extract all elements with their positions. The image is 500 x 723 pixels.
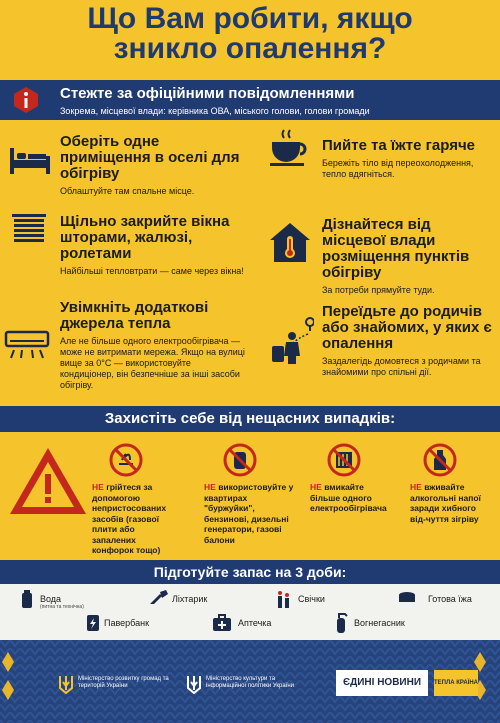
title-line-2: зникло опалення? (113, 32, 387, 65)
no-word: НЕ (410, 482, 422, 492)
safety-text: вмикайте більше одного електрообігрівача (310, 482, 387, 513)
tip-subtext: Бережіть тіло від переохолодження, тепло вдягніться. (322, 158, 474, 179)
tip-subtext: Але не більше одного електрообігрівача — може не витримати мережа. Якщо на вулиці вище за 0°С — використовуйте кондиціонер, він безпечніше за інші засоби обігріву. (60, 336, 245, 390)
page-title (0, 4, 500, 64)
badge-text: ТЕПЛА КРАЇНА (434, 680, 478, 686)
powerbank-icon (86, 614, 100, 632)
no-word: НЕ (204, 482, 216, 492)
tip-close-windows (60, 214, 245, 277)
supply-item (172, 594, 207, 604)
tip-subtext: Облаштуйте там спальне місце. (60, 186, 195, 196)
no-alcohol-icon (422, 442, 458, 478)
tip-heading: Щільно закрийте вікна шторами, жалюзі, ролетами (60, 213, 230, 262)
supplies-title: Підготуйте запас на 3 доби: (153, 564, 347, 580)
banner-title: Стежте за офіційними повідомленнями (60, 85, 355, 102)
no-gas-canister-icon (222, 442, 258, 478)
banner-subtitle: Зокрема, місцевої влади: керівника ОВА, міського голови, голови громади (60, 106, 370, 116)
safety-item (310, 482, 390, 514)
tip-heat-sources (60, 300, 245, 391)
title-line-1: Що Вам робити, якщо (87, 2, 413, 35)
tip-heading: Увімкніть додаткові джерела тепла (60, 299, 209, 332)
hot-cup-icon (268, 128, 312, 168)
tip-heading: Дізнайтеся від місцевої влади розміщення пунктів обігріву (322, 216, 470, 281)
tip-heading: Пийте та їжте гаряче (322, 137, 476, 154)
info-icon (12, 86, 40, 114)
supply-item (428, 594, 472, 604)
safety-section-header (0, 406, 500, 432)
footer (0, 640, 500, 723)
safety-item (92, 482, 172, 556)
no-word: НЕ (310, 482, 322, 492)
ministry-name: Міністерство розвитку громад та територій України (78, 676, 169, 689)
supplies-section-header (0, 560, 500, 584)
safety-item (410, 482, 488, 524)
fire-extinguisher-icon (334, 612, 348, 634)
supply-label: Свічки (298, 594, 325, 604)
trident-icon (58, 674, 74, 694)
tip-heating-points (322, 217, 492, 296)
warning-triangle-icon (6, 444, 90, 518)
safety-text: вживайте алкогольні напої заради хибного від-чуття зігріву (410, 482, 481, 524)
supply-item (40, 594, 84, 610)
first-aid-kit-icon (212, 614, 232, 632)
tip-heading: Переїдьте до родичів або знайомих, у яких є опалення (322, 303, 492, 352)
flashlight-icon (150, 590, 168, 604)
house-thermometer-icon (268, 220, 312, 264)
supply-item (238, 618, 271, 628)
window-blinds-icon (10, 212, 50, 248)
tip-subtext: Найбільші тепловтрати — саме через вікна! (60, 266, 244, 276)
supply-sublabel: (питна та технічна) (40, 604, 84, 610)
supply-label: Павербанк (104, 618, 150, 628)
no-gas-stove-icon (108, 442, 144, 478)
official-info-banner (0, 80, 500, 120)
supply-label: Готова їжа (428, 594, 472, 604)
tip-subtext: За потреби прямуйте туди. (322, 285, 435, 295)
bed-icon (8, 142, 52, 176)
supply-label: Аптечка (238, 618, 272, 628)
supply-label: Вогнегасник (354, 618, 405, 628)
supply-label: Ліхтарик (172, 594, 208, 604)
trident-icon-2 (186, 674, 202, 694)
water-bottle-icon (20, 590, 34, 608)
safety-text: використовуйте у квартирах "буржуйки", бензинові, дизельні генератори, газові балони (204, 482, 294, 545)
news-logo (336, 670, 428, 696)
no-heater-icon (326, 442, 362, 478)
supply-item (298, 594, 325, 604)
supplies-list (0, 584, 500, 640)
safety-text: грійтеся за допомогою непристосованих засобів (газової плити або запалених конфорок тощо) (92, 482, 167, 555)
tip-hot-food (322, 138, 492, 180)
supply-label: Вода (40, 594, 62, 604)
ministry-culture-name: Міністерство культури та інформаційної політики України (206, 676, 295, 689)
safety-title: Захистіть себе від нещасних випадків: (104, 410, 396, 427)
tip-one-room (60, 134, 245, 197)
warm-country-badge (434, 670, 478, 696)
traveler-icon (268, 316, 314, 364)
candles-icon (276, 590, 292, 608)
news-logo-text: ЄДИНІ НОВИНИ (342, 677, 422, 688)
no-word: НЕ (92, 482, 104, 492)
tip-heading: Оберіть одне приміщення в оселі для обігріву (60, 133, 240, 182)
food-can-icon (398, 592, 416, 604)
air-conditioner-icon (4, 330, 50, 362)
tip-subtext: Заздалегідь домовтеся з родичами та знайомими про спільні дії. (322, 356, 481, 377)
tip-move-relatives (322, 304, 494, 378)
supply-item (354, 618, 405, 628)
safety-item (204, 482, 298, 545)
supply-item (104, 618, 149, 628)
